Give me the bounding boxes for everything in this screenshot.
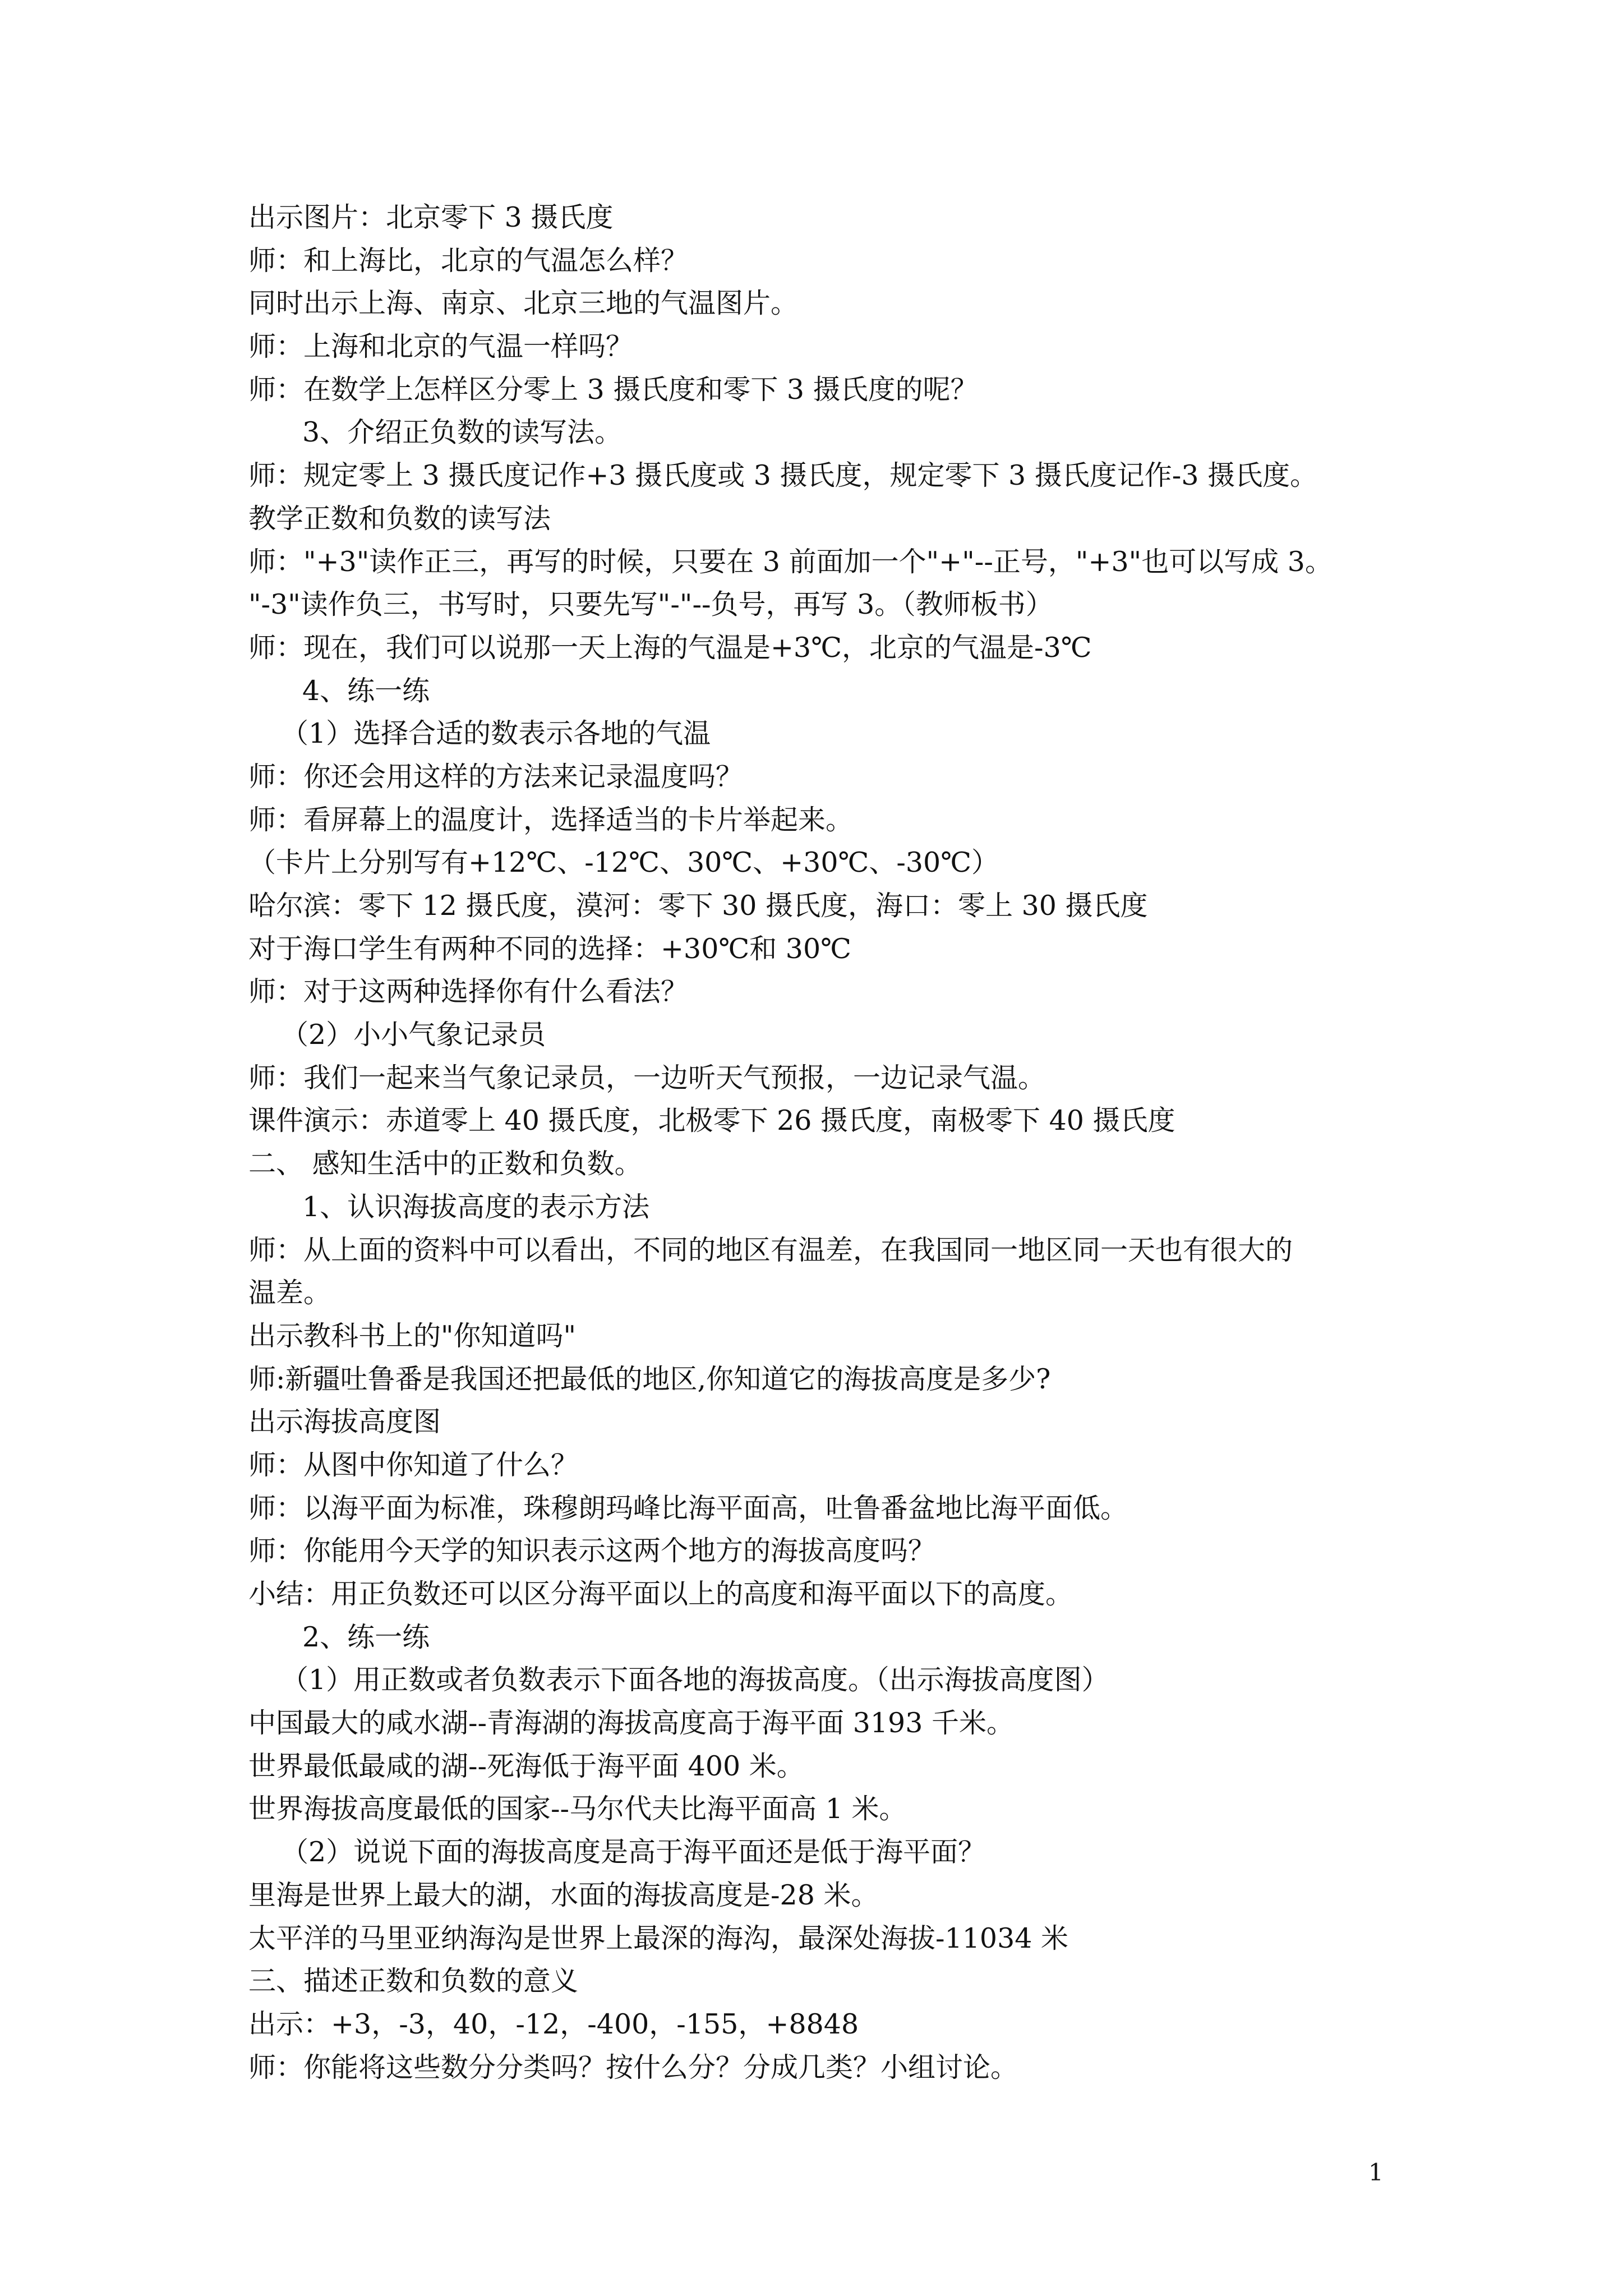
text-line: 出示教科书上的"你知道吗" xyxy=(248,1319,577,1352)
text-line: 三、描述正数和负数的意义 xyxy=(248,1965,579,1998)
text-line: 出示图片：北京零下 3 摄氏度 xyxy=(248,201,614,233)
text-line: 二、 感知生活中的正数和负数。 xyxy=(248,1148,642,1180)
text-line: 温差。 xyxy=(248,1277,331,1309)
text-line: 课件演示：赤道零上 40 摄氏度，北极零下 26 摄氏度，南极零下 40 摄氏度 xyxy=(248,1105,1175,1137)
text-line: 师：现在，我们可以说那一天上海的气温是+3℃，北京的气温是-3℃ xyxy=(248,631,1092,664)
text-line: 师：从图中你知道了什么？ xyxy=(248,1448,579,1481)
text-line: 小结：用正负数还可以区分海平面以上的高度和海平面以下的高度。 xyxy=(248,1578,1073,1610)
text-line: 师：你能将这些数分分类吗？按什么分？分成几类？小组讨论。 xyxy=(248,2051,1018,2083)
text-line: 师：上海和北京的气温一样吗？ xyxy=(248,330,634,363)
text-line: （1）用正数或者负数表示下面各地的海拔高度。（出示海拔高度图） xyxy=(281,1664,1109,1696)
text-line: 教学正数和负数的读写法 xyxy=(248,502,551,535)
text-line: 2、练一练 xyxy=(302,1621,430,1653)
text-line: 师：在数学上怎样区分零上 3 摄氏度和零下 3 摄氏度的呢？ xyxy=(248,373,978,406)
text-line: 4、练一练 xyxy=(302,674,430,707)
text-line: 出示：+3，-3，40，-12，-400，-155，+8848 xyxy=(248,2008,859,2040)
text-line: 师：你能用今天学的知识表示这两个地方的海拔高度吗？ xyxy=(248,1535,936,1567)
text-line: （2）小小气象记录员 xyxy=(281,1019,546,1051)
text-line: 师：你还会用这样的方法来记录温度吗？ xyxy=(248,760,744,793)
page-number: 1 xyxy=(1368,2159,1384,2186)
text-line: （卡片上分别写有+12℃、-12℃、30℃、+30℃、-30℃） xyxy=(248,846,999,879)
text-line: 3、介绍正负数的读写法。 xyxy=(302,416,623,449)
text-line: 师：以海平面为标准，珠穆朗玛峰比海平面高，吐鲁番盆地比海平面低。 xyxy=(248,1492,1128,1524)
text-line: 师：和上海比，北京的气温怎么样？ xyxy=(248,244,689,277)
text-line: "-3"读作负三，书写时，只要先写"-"--负号，再写 3。（教师板书） xyxy=(248,588,1053,621)
text-line: 中国最大的咸水湖--青海湖的海拔高度高于海平面 3193 千米。 xyxy=(248,1707,1014,1740)
text-line: 师:新疆吐鲁番是我国还把最低的地区,你知道它的海拔高度是多少? xyxy=(248,1363,1051,1395)
text-line: 里海是世界上最大的湖，水面的海拔高度是-28 米。 xyxy=(248,1879,879,1911)
text-line: 师：规定零上 3 摄氏度记作+3 摄氏度或 3 摄氏度，规定零下 3 摄氏度记作-3 摄氏度。 xyxy=(248,459,1318,492)
text-line: 出示海拔高度图 xyxy=(248,1406,441,1438)
document-body xyxy=(248,196,1454,2089)
text-line: （1）选择合适的数表示各地的气温 xyxy=(281,717,711,750)
text-line: 师：我们一起来当气象记录员，一边听天气预报，一边记录气温。 xyxy=(248,1061,1046,1094)
text-line: 师：看屏幕上的温度计，选择适当的卡片举起来。 xyxy=(248,803,854,836)
text-line: 世界最低最咸的湖--死海低于海平面 400 米。 xyxy=(248,1750,804,1782)
text-line: 太平洋的马里亚纳海沟是世界上最深的海沟，最深处海拔-11034 米 xyxy=(248,1922,1069,1954)
text-line: 对于海口学生有两种不同的选择：+30℃和 30℃ xyxy=(248,932,851,965)
text-line: 师：从上面的资料中可以看出，不同的地区有温差，在我国同一地区同一天也有很大的 xyxy=(248,1234,1293,1266)
text-line: （2）说说下面的海拔高度是高于海平面还是低于海平面？ xyxy=(281,1836,986,1869)
text-line: 世界海拔高度最低的国家--马尔代夫比海平面高 1 米。 xyxy=(248,1793,907,1825)
text-line: 师："+3"读作正三，再写的时候，只要在 3 前面加一个"+"--正号，"+3"也可以写成 3。 xyxy=(248,545,1332,578)
text-line: 1、认识海拔高度的表示方法 xyxy=(302,1190,650,1223)
text-line: 师：对于这两种选择你有什么看法？ xyxy=(248,976,689,1008)
text-line: 同时出示上海、南京、北京三地的气温图片。 xyxy=(248,287,799,320)
text-line: 哈尔滨：零下 12 摄氏度，漠河：零下 30 摄氏度，海口：零上 30 摄氏度 xyxy=(248,890,1148,922)
